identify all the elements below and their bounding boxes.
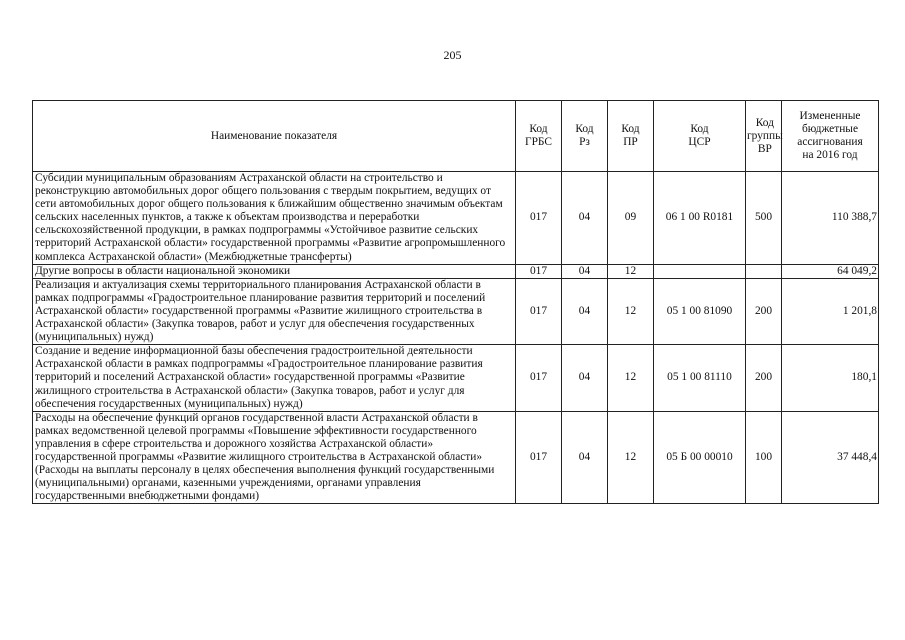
row-pr: 09 (608, 172, 654, 265)
row-grbs: 017 (516, 278, 562, 344)
row-name: Создание и ведение информационной базы обеспечения градостроительной деятельности Астраханской области в рамках подпрограммы «Градостроительное планирование развития территорий и поселений Астраханской области» государственной программы «Развитие жилищного строительства в Астраханской области» (Закупка товаров, работ и услуг для обеспечения государственных (муниципальных) нужд) (33, 345, 516, 411)
table-row (33, 264, 879, 278)
row-grbs: 017 (516, 172, 562, 265)
table-header-row (33, 101, 879, 172)
row-amount: 180,1 (782, 345, 879, 411)
header-csr: Код ЦСР (654, 101, 746, 172)
row-rz: 04 (562, 278, 608, 344)
row-name: Расходы на обеспечение функций органов государственной власти Астраханской области в рамках ведомственной целевой программы «Повышение эффективности государственного управления в сфере строительства и дорожного хозяйства Астраханской области» государственной программы «Развитие жилищного строительства в Астраханской области» (Расходы на выплаты персоналу в целях обеспечения выполнения функций государственными (муниципальными) органами, казенными учреждениями, органами управления государственными внебюджетными фондами) (33, 411, 516, 504)
row-amount: 1 201,8 (782, 278, 879, 344)
row-vr: 200 (746, 345, 782, 411)
row-csr (654, 264, 746, 278)
budget-table (32, 100, 879, 504)
header-amount: Измененные бюджетные ассигнования на 2016 год (782, 101, 879, 172)
table-row (33, 172, 879, 265)
row-name: Другие вопросы в области национальной экономики (33, 264, 516, 278)
row-grbs: 017 (516, 411, 562, 504)
row-pr: 12 (608, 345, 654, 411)
row-rz: 04 (562, 345, 608, 411)
row-grbs: 017 (516, 345, 562, 411)
row-csr: 05 1 00 81090 (654, 278, 746, 344)
header-grbs: Код ГРБС (516, 101, 562, 172)
row-name: Реализация и актуализация схемы территориального планирования Астраханской области в рамках подпрограммы «Градостроительное планирование развития территорий и поселений Астраханской области» государственной программы «Развитие жилищного строительства в Астраханской области» (Закупка товаров, работ и услуг для обеспечения государственных (муниципальных) нужд) (33, 278, 516, 344)
row-rz: 04 (562, 172, 608, 265)
row-amount: 37 448,4 (782, 411, 879, 504)
header-rz: Код Рз (562, 101, 608, 172)
row-amount: 110 388,7 (782, 172, 879, 265)
table-row (33, 411, 879, 504)
row-rz: 04 (562, 411, 608, 504)
row-pr: 12 (608, 278, 654, 344)
table-row (33, 345, 879, 411)
row-rz: 04 (562, 264, 608, 278)
header-name: Наименование показателя (33, 101, 516, 172)
row-csr: 06 1 00 R0181 (654, 172, 746, 265)
row-pr: 12 (608, 411, 654, 504)
table-row (33, 278, 879, 344)
header-vr: Код группы ВР (746, 101, 782, 172)
page-number: 205 (443, 48, 462, 62)
row-vr: 200 (746, 278, 782, 344)
row-vr: 100 (746, 411, 782, 504)
row-name: Субсидии муниципальным образованиям Астраханской области на строительство и реконструкцию автомобильных дорог общего пользования с твердым покрытием, ведущих от сети автомобильных дорог общего пользования к ближайшим общественно значимым объектам сельских населенных пунктов, а также к объектам производства и переработки сельскохозяйственной продукции, в рамках подпрограммы «Устойчивое развитие сельских территорий Астраханской области» государственной программы «Развитие агропромышленного комплекса Астраханской области» (Межбюджетные трансферты) (33, 172, 516, 265)
row-csr: 05 Б 00 00010 (654, 411, 746, 504)
row-pr: 12 (608, 264, 654, 278)
header-pr: Код ПР (608, 101, 654, 172)
row-grbs: 017 (516, 264, 562, 278)
row-csr: 05 1 00 81110 (654, 345, 746, 411)
row-amount: 64 049,2 (782, 264, 879, 278)
row-vr: 500 (746, 172, 782, 265)
row-vr (746, 264, 782, 278)
